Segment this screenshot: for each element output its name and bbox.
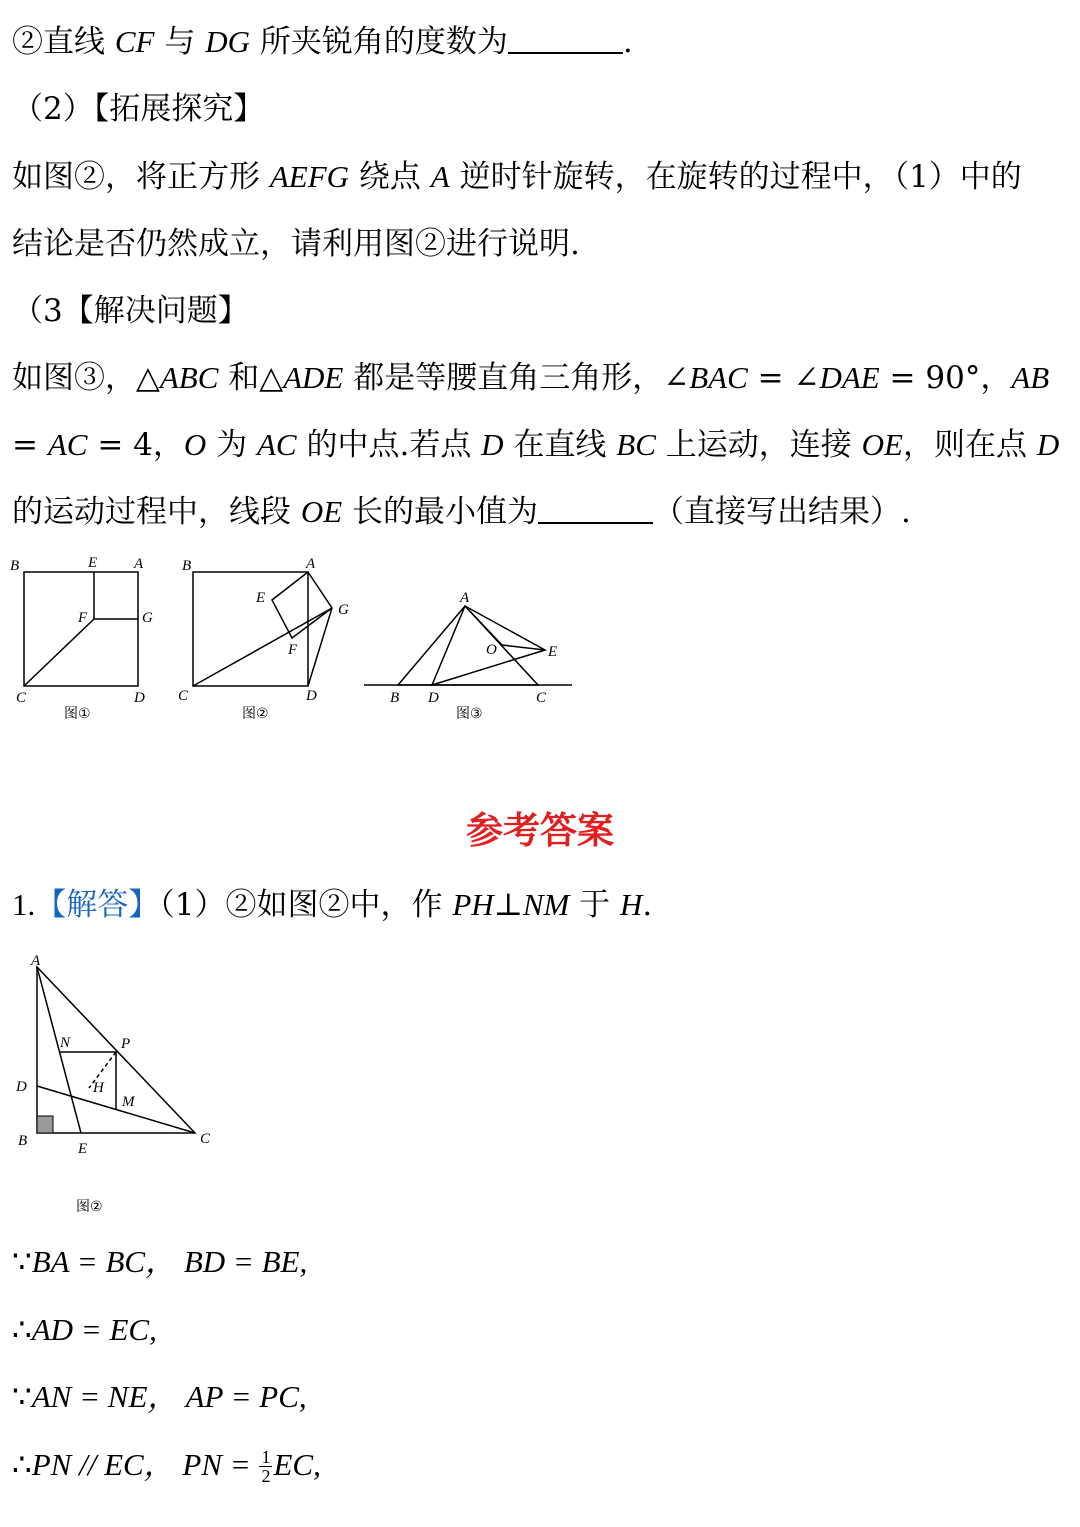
step-4: ∴PN // EC， PN = $\frac{1}{2}$ EC,: [12, 1447, 321, 1486]
part3-text-line3: 的运动过程中，线段 OE 长的最小值为 （直接写出结果）.: [12, 494, 911, 530]
answer-title: 参考答案: [466, 809, 614, 852]
fig2-label-g: G: [338, 602, 349, 618]
figure-1: [0, 550, 180, 730]
ans-fig-label-m: M: [122, 1094, 135, 1110]
fig1-label-f: F: [78, 610, 88, 626]
step-3: ∵AN = NE， AP = PC,: [12, 1379, 307, 1415]
fig1-label-b: B: [10, 558, 20, 574]
ans-fig-label-d: D: [16, 1079, 27, 1095]
fig3-label-a: A: [460, 590, 470, 606]
ans-fig-label-p: P: [121, 1036, 131, 1052]
part3-text-line1: 如图③，△ABC 和△ADE 都是等腰直角三角形，∠BAC = ∠DAE = 90°，AB: [12, 360, 1050, 396]
fig3-label-b: B: [390, 690, 400, 706]
ans-fig-label-b: B: [18, 1133, 28, 1149]
fig2-label-b: B: [182, 558, 192, 574]
part3-text-line2: = AC = 4，O 为 AC 的中点.若点 D 在直线 BC 上运动，连接 OE，则在点 D: [12, 427, 1060, 463]
fig2-caption: 图②: [242, 706, 269, 722]
ans-fig-label-c: C: [200, 1131, 211, 1147]
answer-blank[interactable]: [508, 24, 623, 54]
fig3-label-d: D: [428, 690, 439, 706]
fraction-one-half: $\frac{1}{2}$: [261, 1447, 271, 1486]
fig1-label-d: D: [134, 690, 145, 706]
ans-fig-label-a: A: [31, 953, 41, 969]
fig2-label-c: C: [178, 688, 189, 704]
fig3-label-c: C: [536, 690, 547, 706]
answer-figure: [0, 945, 230, 1225]
fig3-label-e: E: [548, 644, 558, 660]
fig1-label-a: A: [134, 556, 144, 572]
ans-fig-caption: 图②: [76, 1199, 103, 1215]
fig2-label-d: D: [306, 688, 317, 704]
fig1-caption: 图①: [64, 706, 91, 722]
ans-fig-label-n: N: [60, 1035, 71, 1051]
step-1: ∵BA = BC， BD = BE,: [12, 1244, 308, 1280]
fig2-label-f: F: [288, 642, 298, 658]
part2-text-line2: 结论是否仍然成立，请利用图②进行说明.: [12, 226, 580, 262]
fig1-label-e: E: [88, 555, 98, 571]
part2-heading: （2）【拓展探究】: [12, 91, 265, 127]
fig3-caption: 图③: [456, 706, 483, 722]
figure-2: [172, 550, 372, 730]
fig1-label-g: G: [142, 610, 153, 626]
ans-fig-label-h: H: [93, 1080, 104, 1096]
part2-text-line1: 如图②，将正方形 AEFG 绕点 A 逆时针旋转，在旋转的过程中，（1）中的: [12, 159, 1022, 195]
fig2-label-e: E: [256, 590, 266, 606]
ans-fig-label-e: E: [78, 1141, 88, 1157]
fig2-label-a: A: [306, 556, 316, 572]
fig3-label-o: O: [486, 642, 497, 658]
part3-heading: （3【解决问题】: [12, 293, 249, 329]
question-line-1-2: ②直线 CF 与 DG 所夹锐角的度数为 .: [12, 24, 633, 60]
step-2: ∴AD = EC,: [12, 1312, 157, 1348]
answer-line-1: 1.【解答】（1）②如图②中，作 PH⊥NM 于 H.: [12, 887, 653, 923]
fig1-label-c: C: [16, 690, 27, 706]
figure-3: [360, 580, 580, 730]
answer-blank[interactable]: [538, 494, 653, 524]
